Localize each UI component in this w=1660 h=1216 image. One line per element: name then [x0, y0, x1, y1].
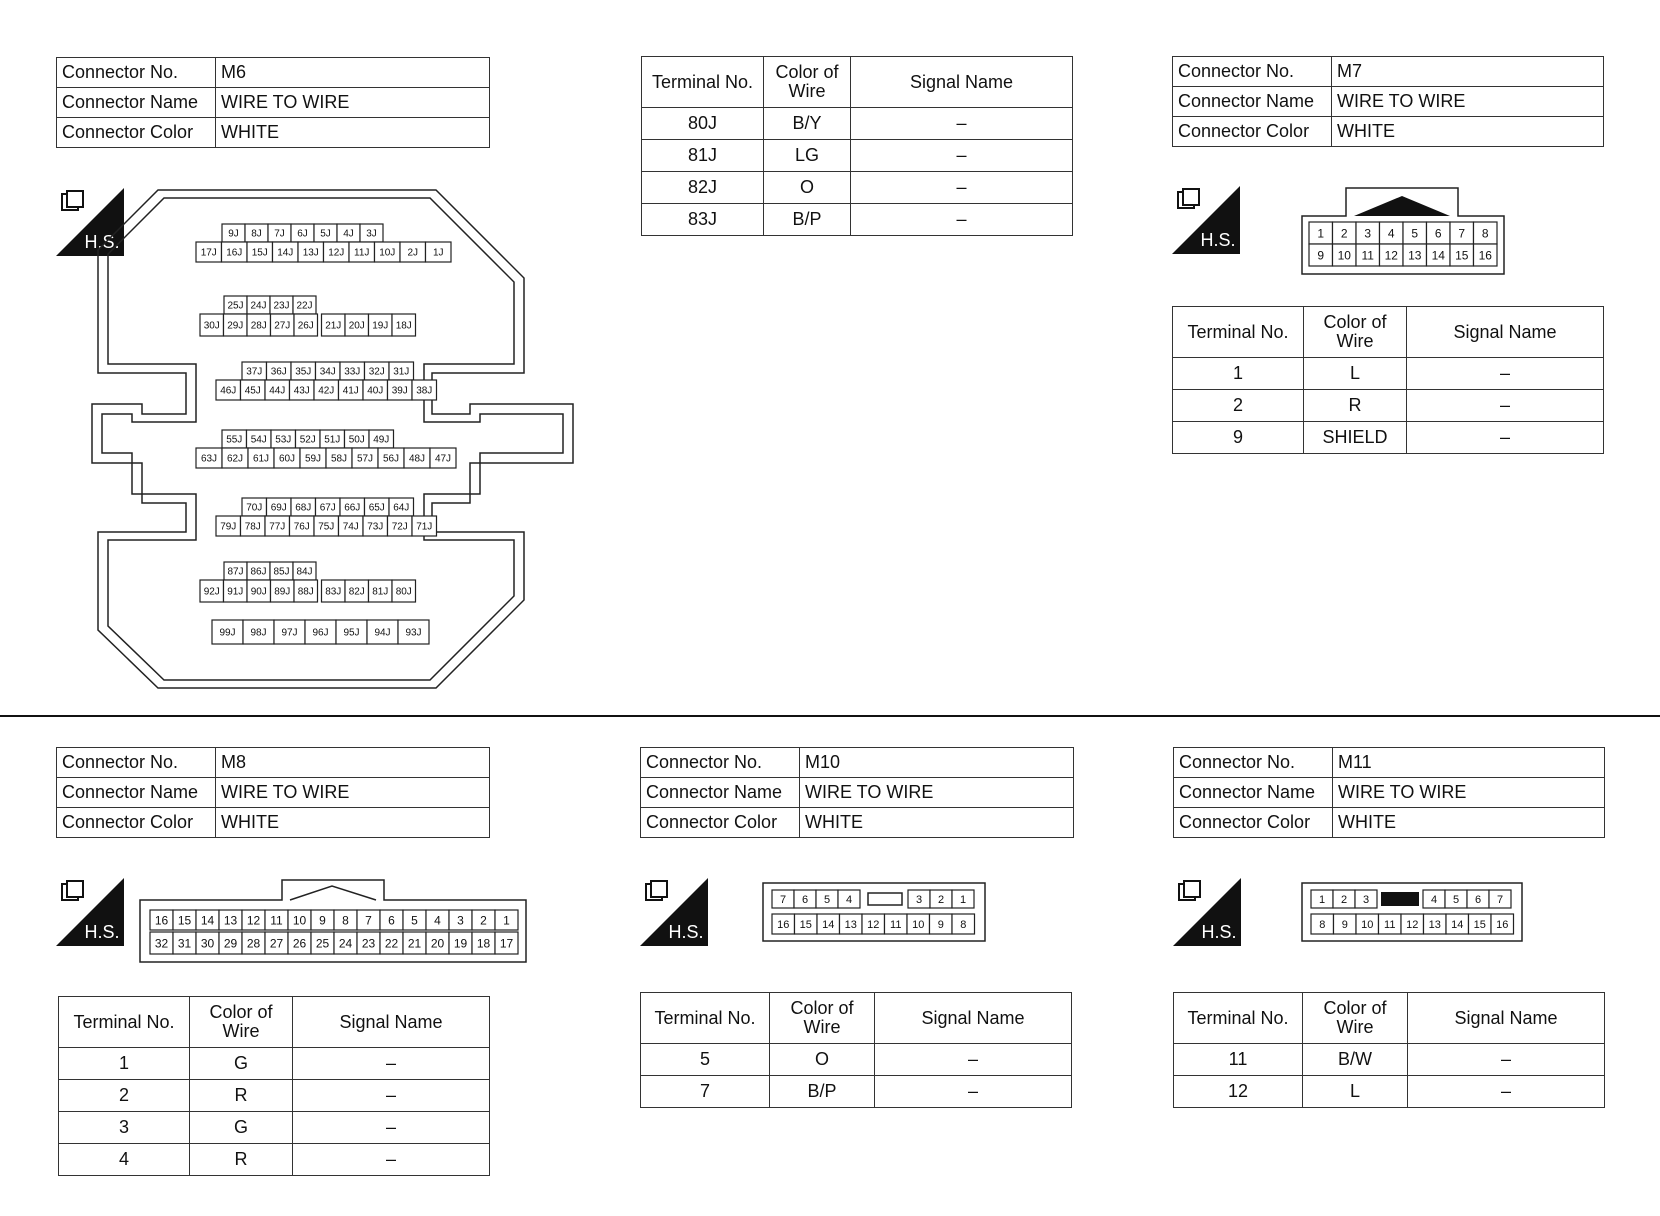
terminal-label: 2J	[407, 247, 419, 259]
terminal-label: 91J	[227, 586, 244, 598]
terminal-label: 11	[1361, 248, 1374, 263]
table-row: 4 R –	[59, 1144, 490, 1176]
terminal-label: 12J	[328, 247, 345, 259]
svg-text:H.S.: H.S.	[84, 232, 120, 252]
terminal-label: 2	[937, 893, 945, 906]
terminal-label: 8	[960, 918, 967, 931]
terminal-label: 2	[1340, 893, 1348, 906]
terminal-label: 65J	[368, 502, 385, 514]
terminal-label: 84J	[296, 566, 313, 578]
terminal-label: 23	[361, 936, 376, 951]
terminal-label: 11	[270, 913, 283, 928]
terminal-label: 28J	[250, 320, 267, 332]
terminal-label: 23J	[273, 300, 290, 312]
terminal-label: 6J	[297, 228, 308, 240]
terminal-label: 12	[1384, 248, 1398, 263]
m11-terminal-table: Terminal No. Color of Wire Signal Name 11 B/W – 12 L –	[1173, 992, 1605, 1108]
terminal-label: 57J	[356, 453, 374, 465]
terminal-label: 21J	[325, 320, 342, 332]
harness-side-icon	[1172, 186, 1240, 254]
terminal-label: 12	[867, 918, 880, 931]
table-row: 7 B/P –	[641, 1076, 1072, 1108]
terminal-label: 43J	[293, 385, 310, 397]
terminal-label: 64J	[393, 502, 410, 514]
m8-terminal-table: Terminal No. Color of Wire Signal Name 1 G – 2 R – 3 G – 4 R –	[58, 996, 490, 1176]
terminal-label: 10	[1361, 918, 1374, 931]
terminal-label: 1	[1318, 893, 1326, 906]
m8-connector-face	[138, 878, 528, 964]
col-terminal-no: Terminal No.	[642, 57, 764, 108]
m11-connector-face	[1301, 882, 1523, 942]
terminal-label: 42J	[318, 385, 335, 397]
terminal-label: 10	[912, 918, 925, 931]
terminal-label: 29	[223, 936, 238, 951]
m6-connector-face	[90, 186, 580, 692]
terminal-label: 17	[499, 936, 514, 951]
terminal-label: 87J	[227, 566, 244, 578]
terminal-label: 30J	[203, 320, 220, 332]
terminal-label: 3	[915, 893, 923, 906]
terminal-label: 26J	[297, 320, 314, 332]
terminal-label: 39J	[391, 385, 408, 397]
terminal-label: 13	[223, 913, 238, 928]
terminal-label: 74J	[342, 521, 359, 533]
terminal-label: 46J	[220, 385, 237, 397]
m7-connector-no: M7	[1332, 57, 1604, 87]
terminal-label: 9J	[228, 228, 239, 240]
label-connector-name: Connector Name	[57, 88, 216, 118]
terminal-label: 14	[200, 913, 215, 928]
terminal-label: 35J	[295, 366, 312, 378]
m10-terminal-table: Terminal No. Color of Wire Signal Name 5 O – 7 B/P –	[640, 992, 1072, 1108]
m8-connector-name: WIRE TO WIRE	[216, 778, 490, 808]
terminal-label: 13	[844, 918, 857, 931]
terminal-label: 31	[177, 936, 192, 951]
terminal-label: 52J	[299, 434, 316, 446]
table-row: 11 B/W –	[1174, 1044, 1605, 1076]
terminal-label: 12	[246, 913, 261, 928]
terminal-label: 16	[777, 918, 790, 931]
terminal-label: 15J	[251, 247, 268, 259]
table-row: 83J B/P –	[642, 204, 1073, 236]
terminal-label: 83J	[325, 586, 342, 598]
terminal-label: 37J	[246, 366, 263, 378]
terminal-label: 98J	[250, 627, 267, 639]
terminal-label: 36J	[270, 366, 287, 378]
terminal-label: 16	[1478, 248, 1492, 263]
terminal-label: 22	[384, 936, 399, 951]
terminal-label: 76J	[293, 521, 310, 533]
terminal-label: 80J	[395, 586, 412, 598]
terminal-label: 5	[411, 913, 418, 928]
m10-connector-face	[762, 882, 986, 942]
m6-connector-name: WIRE TO WIRE	[216, 88, 490, 118]
terminal-label: 10	[1337, 248, 1351, 263]
terminal-label: 10J	[379, 247, 396, 259]
terminal-label: 3	[1364, 226, 1372, 241]
terminal-label: 11	[1384, 918, 1396, 931]
terminal-label: 15	[799, 918, 812, 931]
harness-side-icon	[640, 878, 708, 946]
table-row: 1 L –	[1173, 358, 1604, 390]
m6-terminal-table	[641, 56, 1073, 236]
m10-info-table: Connector No. M10 Connector Name WIRE TO WIRE Connector Color WHITE	[640, 747, 1074, 838]
terminal-label: 19J	[372, 320, 389, 332]
terminal-label: 25	[315, 936, 330, 951]
terminal-label: 6	[801, 893, 809, 906]
terminal-label: 69J	[270, 502, 287, 514]
terminal-label: 53J	[275, 434, 292, 446]
m10-connector-name: WIRE TO WIRE	[800, 778, 1074, 808]
svg-text:H.S.: H.S.	[84, 922, 120, 942]
m11-connector-name: WIRE TO WIRE	[1333, 778, 1605, 808]
terminal-label: 47J	[434, 453, 452, 465]
terminal-label: 27	[269, 936, 284, 951]
terminal-label: 19	[453, 936, 468, 951]
terminal-label: 8	[1481, 226, 1489, 241]
terminal-label: 6	[1474, 893, 1482, 906]
terminal-label: 82J	[348, 586, 365, 598]
terminal-label: 63J	[200, 453, 218, 465]
m7-connector-color: WHITE	[1332, 117, 1604, 147]
terminal-label: 59J	[304, 453, 322, 465]
table-row: 81J LG –	[642, 140, 1073, 172]
terminal-label: 6	[388, 913, 395, 928]
terminal-label: 5	[823, 893, 831, 906]
terminal-label: 2	[1340, 226, 1348, 241]
terminal-label: 16	[154, 913, 169, 928]
terminal-label: 13J	[302, 247, 319, 259]
terminal-label: 13	[1408, 248, 1422, 263]
terminal-label: 33J	[344, 366, 361, 378]
section-divider	[0, 715, 1660, 717]
table-row: 3 G –	[59, 1112, 490, 1144]
terminal-label: 15	[177, 913, 192, 928]
svg-text:H.S.: H.S.	[668, 922, 704, 942]
terminal-label: 22J	[296, 300, 313, 312]
terminal-label: 77J	[269, 521, 286, 533]
terminal-label: 5	[1452, 893, 1460, 906]
terminal-label: 7	[1458, 226, 1466, 241]
terminal-label: 4	[1387, 226, 1395, 241]
terminal-label: 12	[1406, 918, 1419, 931]
table-row: 12 L –	[1174, 1076, 1605, 1108]
terminal-label: 61J	[252, 453, 270, 465]
harness-side-icon	[56, 878, 124, 946]
m10-connector-no: M10	[800, 748, 1074, 778]
terminal-label: 3	[1362, 893, 1370, 906]
m8-connector-color: WHITE	[216, 808, 490, 838]
m6-connector-no: M6	[216, 58, 490, 88]
terminal-label: 51J	[324, 434, 341, 446]
terminal-label: 58J	[330, 453, 348, 465]
terminal-label: 20J	[348, 320, 365, 332]
terminal-label: 70J	[246, 502, 263, 514]
terminal-label: 81J	[372, 586, 389, 598]
terminal-label: 18J	[395, 320, 412, 332]
terminal-label: 4	[1430, 893, 1438, 906]
terminal-label: 9	[1317, 248, 1325, 263]
terminal-label: 11J	[354, 247, 370, 259]
col-color-of-wire: Color of Wire	[764, 57, 851, 108]
terminal-label: 73J	[367, 521, 384, 533]
terminal-label: 20	[430, 936, 445, 951]
terminal-label: 14	[822, 918, 835, 931]
terminal-label: 86J	[250, 566, 267, 578]
table-row: 1 G –	[59, 1048, 490, 1080]
harness-side-icon	[1173, 878, 1241, 946]
terminal-label: 3J	[366, 228, 377, 240]
terminal-label: 30	[200, 936, 215, 951]
terminal-label: 49J	[373, 434, 390, 446]
terminal-label: 54J	[250, 434, 267, 446]
terminal-label: 17J	[200, 247, 217, 259]
terminal-label: 8	[1319, 918, 1326, 931]
terminal-label: 40J	[367, 385, 384, 397]
terminal-label: 1	[959, 893, 967, 906]
terminal-label: 4	[845, 893, 853, 906]
terminal-label: 2	[480, 913, 487, 928]
terminal-label: 21	[407, 936, 422, 951]
terminal-label: 15	[1473, 918, 1486, 931]
terminal-label: 14	[1431, 248, 1445, 263]
terminal-label: 14J	[277, 247, 294, 259]
terminal-label: 32J	[368, 366, 385, 378]
terminal-label: 62J	[226, 453, 244, 465]
terminal-label: 88J	[297, 586, 314, 598]
col-signal-name: Signal Name	[851, 57, 1073, 108]
m11-connector-color: WHITE	[1333, 808, 1605, 838]
svg-text:H.S.: H.S.	[1201, 922, 1237, 942]
terminal-label: 38J	[416, 385, 433, 397]
table-row: 2 R –	[59, 1080, 490, 1112]
m7-info-table: Connector No. M7 Connector Name WIRE TO WIRE Connector Color WHITE	[1172, 56, 1604, 147]
terminal-label: 41J	[342, 385, 359, 397]
terminal-label: 8	[342, 913, 349, 928]
terminal-label: 4	[434, 913, 441, 928]
label-connector-no: Connector No.	[57, 58, 216, 88]
terminal-label: 48J	[408, 453, 426, 465]
m8-info-table: Connector No. M8 Connector Name WIRE TO WIRE Connector Color WHITE	[56, 747, 490, 838]
terminal-label: 9	[319, 913, 326, 928]
terminal-label: 31J	[393, 366, 410, 378]
terminal-label: 7	[365, 913, 372, 928]
terminal-label: 29J	[227, 320, 244, 332]
m7-connector-name: WIRE TO WIRE	[1332, 87, 1604, 117]
terminal-label: 34J	[319, 366, 336, 378]
terminal-label: 13	[1428, 918, 1441, 931]
terminal-label: 7	[1496, 893, 1504, 906]
terminal-label: 90J	[250, 586, 267, 598]
terminal-label: 25J	[227, 300, 244, 312]
terminal-label: 24J	[250, 300, 267, 312]
svg-text:H.S.: H.S.	[1200, 230, 1236, 250]
terminal-label: 14	[1451, 918, 1464, 931]
terminal-label: 50J	[348, 434, 365, 446]
terminal-label: 44J	[269, 385, 286, 397]
terminal-label: 5	[1411, 226, 1419, 241]
label-connector-color: Connector Color	[57, 118, 216, 148]
terminal-label: 85J	[273, 566, 290, 578]
terminal-label: 94J	[374, 627, 391, 639]
terminal-label: 56J	[382, 453, 400, 465]
terminal-label: 11	[890, 918, 902, 931]
terminal-label: 15	[1455, 248, 1469, 263]
terminal-label: 78J	[244, 521, 261, 533]
terminal-label: 7	[779, 893, 787, 906]
terminal-label: 27J	[274, 320, 291, 332]
table-row: 82J O –	[642, 172, 1073, 204]
table-row: 5 O –	[641, 1044, 1072, 1076]
table-row: 9 SHIELD –	[1173, 422, 1604, 454]
m11-connector-no: M11	[1333, 748, 1605, 778]
terminal-label: 28	[246, 936, 261, 951]
terminal-label: 45J	[244, 385, 261, 397]
terminal-label: 1	[503, 913, 510, 928]
terminal-label: 96J	[312, 627, 329, 639]
m8-connector-no: M8	[216, 748, 490, 778]
terminal-label: 95J	[343, 627, 360, 639]
m6-info-table	[56, 57, 490, 148]
table-row: 80J B/Y –	[642, 108, 1073, 140]
terminal-label: 24	[338, 936, 353, 951]
m10-connector-color: WHITE	[800, 808, 1074, 838]
terminal-label: 16	[1496, 918, 1509, 931]
terminal-label: 67J	[319, 502, 336, 514]
terminal-label: 9	[937, 918, 944, 931]
terminal-label: 71J	[416, 521, 433, 533]
terminal-label: 5J	[320, 228, 331, 240]
terminal-label: 26	[292, 936, 307, 951]
m7-terminal-table: Terminal No. Color of Wire Signal Name 1 L – 2 R – 9 SHIELD –	[1172, 306, 1604, 454]
m7-connector-face	[1300, 186, 1506, 276]
m11-info-table: Connector No. M11 Connector Name WIRE TO WIRE Connector Color WHITE	[1173, 747, 1605, 838]
terminal-label: 55J	[226, 434, 243, 446]
terminal-label: 7J	[274, 228, 285, 240]
terminal-label: 4J	[343, 228, 354, 240]
terminal-label: 10	[292, 913, 307, 928]
terminal-label: 92J	[203, 586, 220, 598]
terminal-label: 99J	[219, 627, 236, 639]
table-row: 2 R –	[1173, 390, 1604, 422]
terminal-label: 1	[1317, 226, 1325, 241]
terminal-label: 18	[476, 936, 491, 951]
terminal-label: 75J	[318, 521, 335, 533]
terminal-label: 60J	[278, 453, 296, 465]
terminal-label: 66J	[344, 502, 361, 514]
terminal-label: 3	[457, 913, 464, 928]
terminal-label: 93J	[405, 627, 422, 639]
terminal-label: 97J	[281, 627, 298, 639]
terminal-label: 9	[1341, 918, 1348, 931]
terminal-label: 72J	[391, 521, 408, 533]
terminal-label: 8J	[251, 228, 262, 240]
terminal-label: 68J	[295, 502, 312, 514]
terminal-label: 16J	[226, 247, 243, 259]
terminal-label: 89J	[274, 586, 291, 598]
m6-connector-color: WHITE	[216, 118, 490, 148]
terminal-label: 32	[154, 936, 169, 951]
terminal-label: 79J	[220, 521, 237, 533]
terminal-label: 1J	[432, 247, 444, 259]
terminal-label: 6	[1434, 226, 1442, 241]
